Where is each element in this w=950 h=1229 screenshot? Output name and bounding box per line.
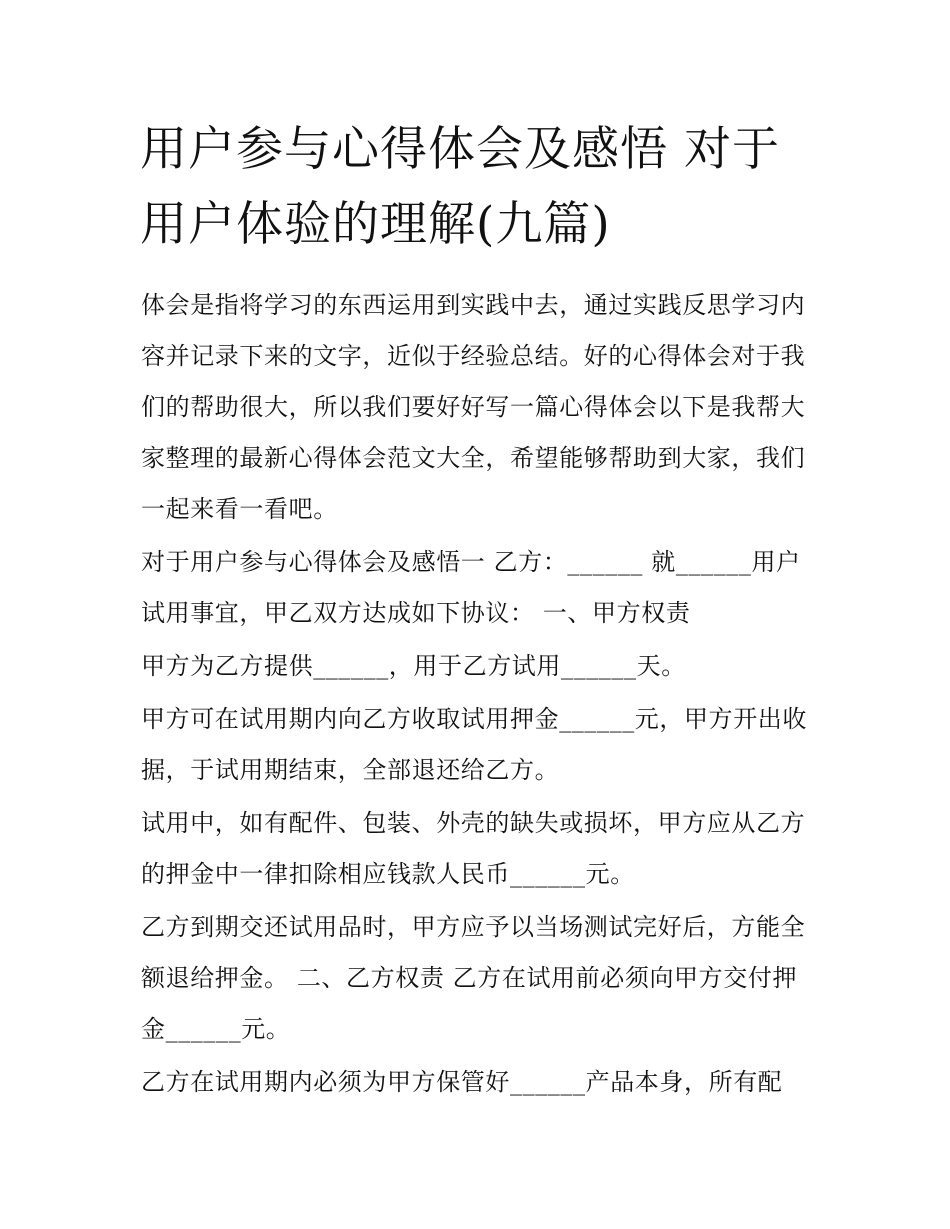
paragraph-damage: 试用中，如有配件、包装、外壳的缺失或损坏，甲方应从乙方的押金中一律扣除相应钱款人民币______元。: [141, 809, 806, 888]
paragraph-provision: 甲方为乙方提供______，用于乙方试用______天。: [141, 652, 686, 680]
paragraph-return: 乙方到期交还试用品时，甲方应予以当场测试完好后，方能全额退给押金。 二、乙方权责 乙方在试用前必须向甲方交付押金______元。: [141, 913, 806, 1043]
document-title: 用户参与心得体会及感悟 对于用户体验的理解(九篇): [140, 122, 780, 252]
document-body: [141, 280, 821, 1110]
paragraph-deposit: 甲方可在试用期内向乙方收取试用押金______元，甲方开出收据，于试用期结束，全部退还给乙方。: [141, 705, 807, 784]
paragraph-agreement-intro: 对于用户参与心得体会及感悟一 乙方：______ 就______用户试用事宜，甲乙双方达成如下协议： 一、甲方权责: [141, 548, 801, 627]
paragraph-intro: 体会是指将学习的东西运用到实践中去，通过实践反思学习内容并记录下来的文字，近似于经验总结。好的心得体会对于我们的帮助很大，所以我们要好好写一篇心得体会以下是我帮大家整理的最新心得体会范文大全，希望能够帮助到大家，我们一起来看一看吧。: [141, 291, 806, 523]
paragraph-custody: 乙方在试用期内必须为甲方保管好______产品本身，所有配: [141, 1068, 783, 1096]
